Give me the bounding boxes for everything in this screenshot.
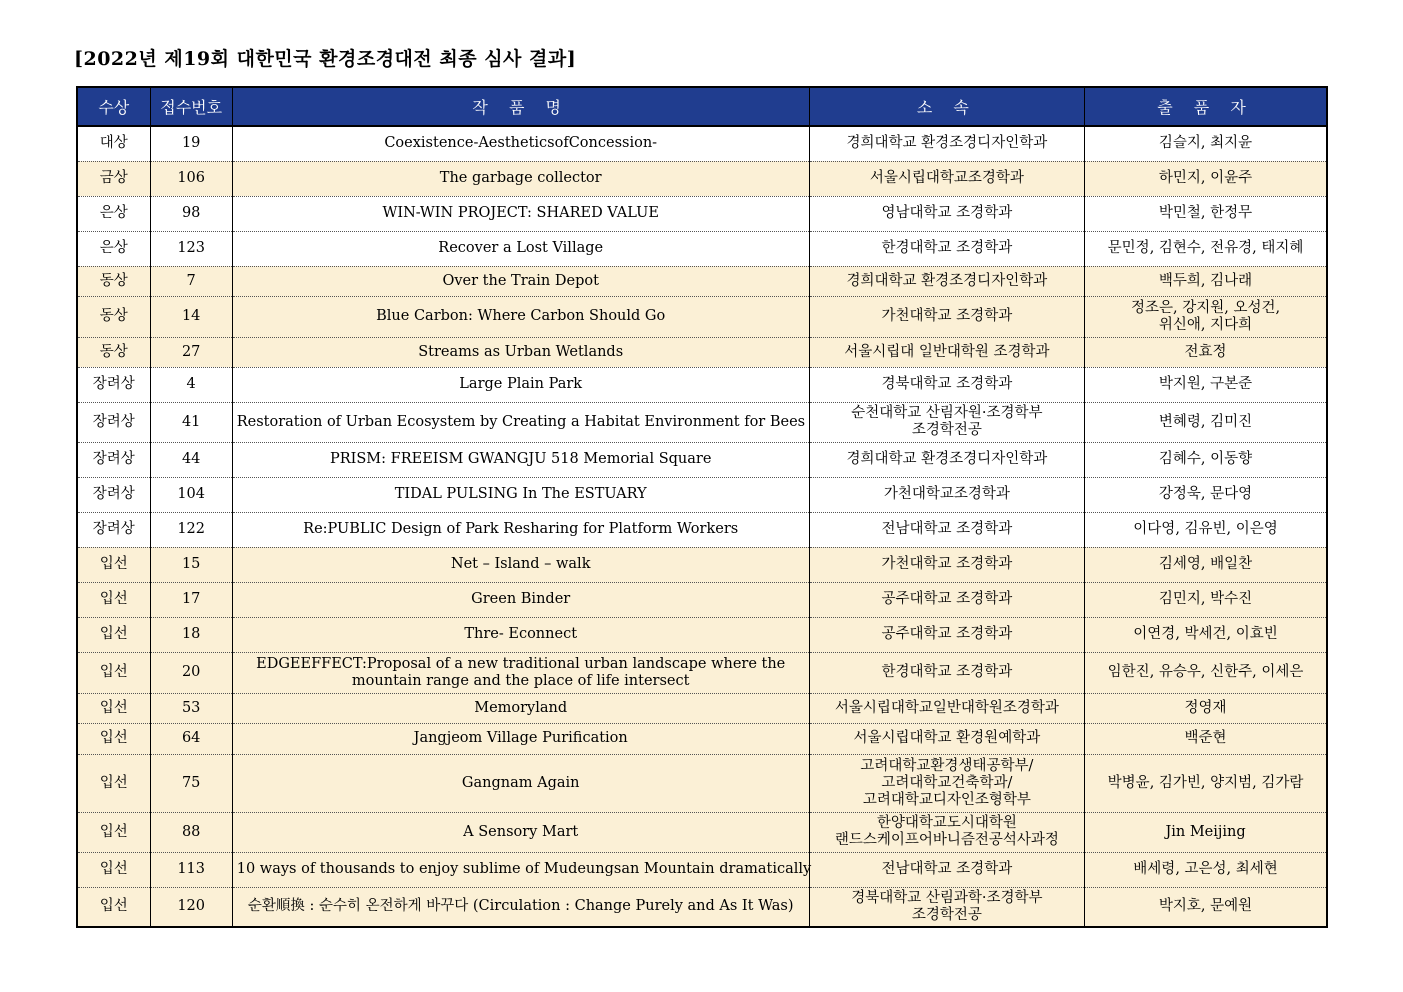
cell-award: 장려상	[77, 512, 150, 547]
cell-number: 44	[150, 442, 232, 477]
cell-title: EDGEEFFECT:Proposal of a new traditional urban landscape where the mountain range and the place of life intersect	[232, 652, 809, 693]
table-header-row	[77, 87, 1327, 126]
cell-school: 순천대학교 산림자원·조경학부 조경학전공	[809, 402, 1084, 442]
cell-names: 문민정, 김현수, 전유경, 태지혜	[1085, 231, 1327, 266]
cell-names: 김혜수, 이동향	[1085, 442, 1327, 477]
cell-names: 박병윤, 김가빈, 양지범, 김가람	[1085, 754, 1327, 812]
table-row	[77, 231, 1327, 266]
cell-school: 한양대학교도시대학원 랜드스케이프어바니즘전공석사과정	[809, 812, 1084, 852]
cell-names: Jin Meijing	[1085, 812, 1327, 852]
cell-names: 이다영, 김유빈, 이은영	[1085, 512, 1327, 547]
cell-school: 전남대학교 조경학과	[809, 852, 1084, 887]
cell-title: Streams as Urban Wetlands	[232, 337, 809, 367]
cell-award: 장려상	[77, 402, 150, 442]
cell-names: 변혜령, 김미진	[1085, 402, 1327, 442]
cell-names: 김민지, 박수진	[1085, 582, 1327, 617]
cell-names: 강정욱, 문다영	[1085, 477, 1327, 512]
table-row	[77, 337, 1327, 367]
cell-number: 123	[150, 231, 232, 266]
cell-award: 장려상	[77, 477, 150, 512]
cell-school: 서울시립대학교 환경원예학과	[809, 723, 1084, 754]
table-row	[77, 442, 1327, 477]
cell-title: Green Binder	[232, 582, 809, 617]
cell-school: 가천대학교 조경학과	[809, 296, 1084, 337]
table-row	[77, 723, 1327, 754]
table-row	[77, 266, 1327, 296]
cell-number: 88	[150, 812, 232, 852]
header-title: 작 품 명	[232, 87, 809, 126]
cell-school: 서울시립대학교조경학과	[809, 161, 1084, 196]
cell-title: The garbage collector	[232, 161, 809, 196]
cell-number: 7	[150, 266, 232, 296]
results-table	[76, 86, 1328, 928]
cell-names: 김슬지, 최지윤	[1085, 126, 1327, 161]
cell-title: Restoration of Urban Ecosystem by Creating a Habitat Environment for Bees	[232, 402, 809, 442]
cell-number: 17	[150, 582, 232, 617]
cell-school: 한경대학교 조경학과	[809, 652, 1084, 693]
cell-number: 20	[150, 652, 232, 693]
cell-school: 공주대학교 조경학과	[809, 582, 1084, 617]
cell-school: 고려대학교환경생태공학부/ 고려대학교건축학과/ 고려대학교디자인조형학부	[809, 754, 1084, 812]
cell-award: 입선	[77, 547, 150, 582]
cell-school: 경희대학교 환경조경디자인학과	[809, 442, 1084, 477]
cell-names: 배세령, 고은성, 최세현	[1085, 852, 1327, 887]
cell-number: 27	[150, 337, 232, 367]
cell-school: 영남대학교 조경학과	[809, 196, 1084, 231]
cell-names: 하민지, 이윤주	[1085, 161, 1327, 196]
cell-award: 동상	[77, 266, 150, 296]
cell-title: Gangnam Again	[232, 754, 809, 812]
page-title: [2022년 제19회 대한민국 환경조경대전 최종 심사 결과]	[74, 48, 577, 70]
cell-number: 19	[150, 126, 232, 161]
cell-names: 정조은, 강지원, 오성건, 위신애, 지다희	[1085, 296, 1327, 337]
cell-award: 입선	[77, 754, 150, 812]
cell-names: 임한진, 유승우, 신한주, 이세은	[1085, 652, 1327, 693]
cell-title: TIDAL PULSING In The ESTUARY	[232, 477, 809, 512]
table-row	[77, 161, 1327, 196]
cell-school: 한경대학교 조경학과	[809, 231, 1084, 266]
cell-school: 경희대학교 환경조경디자인학과	[809, 126, 1084, 161]
cell-number: 14	[150, 296, 232, 337]
cell-number: 75	[150, 754, 232, 812]
cell-number: 41	[150, 402, 232, 442]
table-row	[77, 547, 1327, 582]
table-row	[77, 512, 1327, 547]
table-row	[77, 582, 1327, 617]
cell-title: Coexistence-AestheticsofConcession-	[232, 126, 809, 161]
cell-names: 백준현	[1085, 723, 1327, 754]
header-number: 접수번호	[150, 87, 232, 126]
cell-title: Thre- Econnect	[232, 617, 809, 652]
cell-names: 이연경, 박세건, 이효빈	[1085, 617, 1327, 652]
cell-school: 경희대학교 환경조경디자인학과	[809, 266, 1084, 296]
cell-award: 입선	[77, 852, 150, 887]
cell-number: 120	[150, 887, 232, 927]
cell-school: 서울시립대학교일반대학원조경학과	[809, 693, 1084, 723]
cell-school: 가천대학교조경학과	[809, 477, 1084, 512]
cell-award: 입선	[77, 812, 150, 852]
cell-title: WIN-WIN PROJECT: SHARED VALUE	[232, 196, 809, 231]
cell-award: 대상	[77, 126, 150, 161]
cell-names: 박지호, 문예원	[1085, 887, 1327, 927]
cell-award: 입선	[77, 887, 150, 927]
cell-title: 10 ways of thousands to enjoy sublime of Mudeungsan Mountain dramatically	[232, 852, 809, 887]
cell-number: 18	[150, 617, 232, 652]
cell-title: Memoryland	[232, 693, 809, 723]
header-names: 출 품 자	[1085, 87, 1327, 126]
cell-title: 순환順換 : 순수히 온전하게 바꾸다 (Circulation : Change Purely and As It Was)	[232, 887, 809, 927]
table-row	[77, 812, 1327, 852]
table-row	[77, 477, 1327, 512]
cell-number: 64	[150, 723, 232, 754]
cell-award: 장려상	[77, 367, 150, 402]
cell-award: 입선	[77, 723, 150, 754]
cell-award: 동상	[77, 296, 150, 337]
cell-title: A Sensory Mart	[232, 812, 809, 852]
cell-school: 가천대학교 조경학과	[809, 547, 1084, 582]
cell-school: 전남대학교 조경학과	[809, 512, 1084, 547]
cell-number: 122	[150, 512, 232, 547]
cell-school: 경북대학교 산림과학·조경학부 조경학전공	[809, 887, 1084, 927]
cell-names: 전효정	[1085, 337, 1327, 367]
header-school: 소 속	[809, 87, 1084, 126]
cell-title: Jangjeom Village Purification	[232, 723, 809, 754]
cell-number: 98	[150, 196, 232, 231]
cell-names: 정영재	[1085, 693, 1327, 723]
cell-title: Blue Carbon: Where Carbon Should Go	[232, 296, 809, 337]
cell-school: 경북대학교 조경학과	[809, 367, 1084, 402]
cell-names: 박민철, 한정무	[1085, 196, 1327, 231]
cell-award: 입선	[77, 617, 150, 652]
cell-title: Large Plain Park	[232, 367, 809, 402]
cell-title: Over the Train Depot	[232, 266, 809, 296]
cell-title: Re:PUBLIC Design of Park Resharing for Platform Workers	[232, 512, 809, 547]
table-row	[77, 754, 1327, 812]
cell-number: 104	[150, 477, 232, 512]
table-row	[77, 196, 1327, 231]
cell-names: 김세영, 배일찬	[1085, 547, 1327, 582]
cell-number: 53	[150, 693, 232, 723]
table-row	[77, 693, 1327, 723]
cell-school: 공주대학교 조경학과	[809, 617, 1084, 652]
cell-award: 금상	[77, 161, 150, 196]
cell-award: 입선	[77, 652, 150, 693]
cell-title: Net – Island – walk	[232, 547, 809, 582]
table-row	[77, 652, 1327, 693]
cell-number: 113	[150, 852, 232, 887]
table-row	[77, 367, 1327, 402]
cell-title: PRISM: FREEISM GWANGJU 518 Memorial Square	[232, 442, 809, 477]
cell-number: 4	[150, 367, 232, 402]
cell-award: 입선	[77, 693, 150, 723]
cell-award: 은상	[77, 231, 150, 266]
cell-award: 동상	[77, 337, 150, 367]
table-row	[77, 617, 1327, 652]
table-row	[77, 852, 1327, 887]
cell-award: 은상	[77, 196, 150, 231]
cell-award: 장려상	[77, 442, 150, 477]
table-row	[77, 887, 1327, 927]
cell-title: Recover a Lost Village	[232, 231, 809, 266]
cell-number: 15	[150, 547, 232, 582]
table-row	[77, 402, 1327, 442]
results-body	[77, 126, 1327, 927]
table-row	[77, 126, 1327, 161]
cell-school: 서울시립대 일반대학원 조경학과	[809, 337, 1084, 367]
table-row	[77, 296, 1327, 337]
header-award: 수상	[77, 87, 150, 126]
cell-names: 백두희, 김나래	[1085, 266, 1327, 296]
cell-award: 입선	[77, 582, 150, 617]
cell-number: 106	[150, 161, 232, 196]
cell-names: 박지원, 구본준	[1085, 367, 1327, 402]
